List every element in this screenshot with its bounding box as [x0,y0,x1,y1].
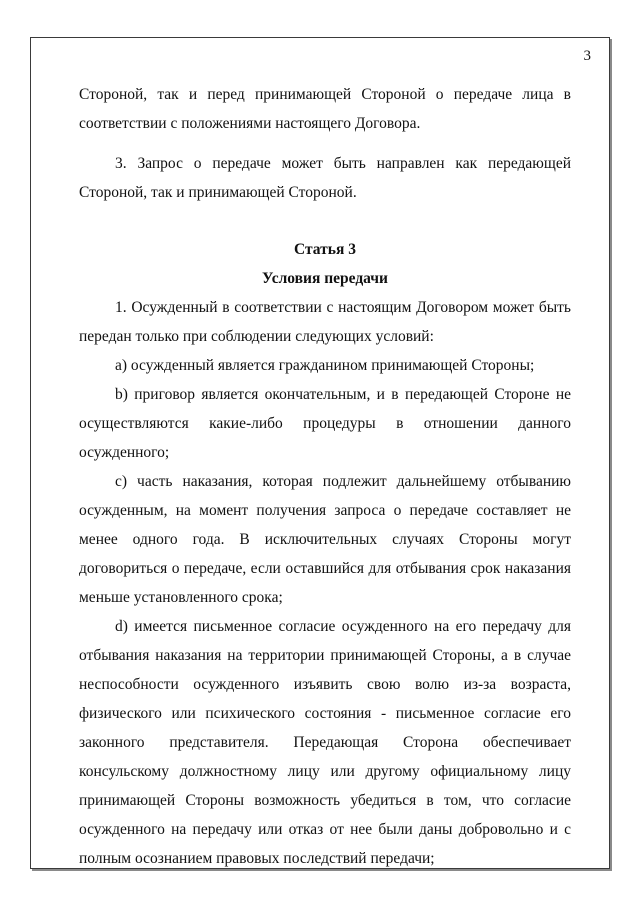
paragraph-clause-1: 1. Осужденный в соответствии с настоящим Договором может быть передан только при соблюдении следующих условий: [79,299,571,345]
paragraph-clause-3: 3. Запрос о передаче может быть направлен как передающей Стороной, так и принимающей Стороной. [79,155,571,201]
paragraph-continuation: Стороной, так и перед принимающей Стороной о передаче лица в соответствии с положениями настоящего Договора. [79,86,571,132]
document-body [79,80,571,873]
page-number: 3 [583,48,591,64]
paragraph-item-d: d) имеется письменное согласие осужденного на его передачу для отбывания наказания на территории принимающей Стороны, а в случае неспособности осужденного изъявить свою волю из-за возраста, физического или психического состояния - письменное согласие его законного представителя. Передающая Сторона обеспечивает консульскому должностному лицу или другому официальному лицу принимающей Стороны возможность убедиться в том, что согласие осужденного на передачу или отказ от нее были даны добровольно и с полным осознанием правовых последствий передачи; [79,618,571,867]
article-number: Статья 3 [294,241,356,258]
paragraph-item-a: a) осужденный является гражданином принимающей Стороны; [115,357,535,374]
article-title: Условия передачи [262,270,388,287]
paragraph-item-b: b) приговор является окончательным, и в передающей Стороне не осуществляются какие-либо процедуры в отношении данного осужденного; [79,386,571,461]
paragraph-item-c: c) часть наказания, которая подлежит дальнейшему отбыванию осужденным, на момент получения запроса о передаче составляет не менее одного года. В исключительных случаях Стороны могут договориться о передаче, если оставшийся для отбывания срок наказания меньше установленного срока; [79,473,571,606]
document-page [30,37,610,869]
